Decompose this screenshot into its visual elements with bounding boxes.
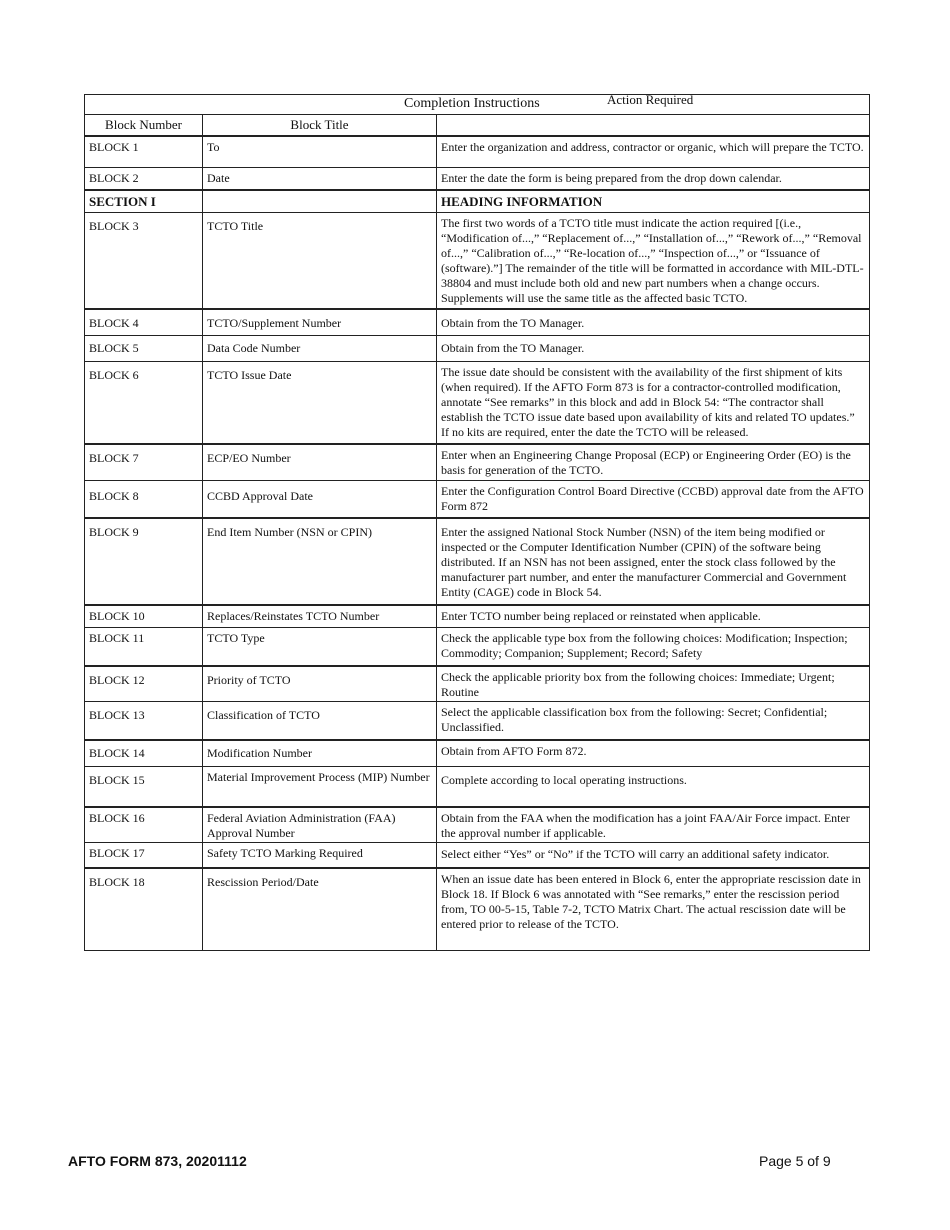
section-row (85, 189, 869, 212)
block-number: BLOCK 3 (85, 213, 203, 308)
table-row (85, 867, 869, 950)
block-title: End Item Number (NSN or CPIN) (203, 519, 437, 604)
table-title: Completion Instructions (404, 96, 540, 111)
block-number: BLOCK 18 (85, 869, 203, 950)
block-instructions: The first two words of a TCTO title must indicate the action required [(i.e., “Modification of...,” “Replacement of...,” “Installation of...,” “Rework of...,” “Removal of...,” “Calibration of...,” “Re-location of...,” “Inspection of...,” or “Issuance of (software).”] The remainder of the title will be formatted in accordance with MIL-DTL-38804 and must include both old and new part numbers when a change occurs. Supplements will use the same title as the affected basic TCTO. (441, 216, 864, 305)
header-row (85, 115, 869, 135)
block-instructions: Obtain from AFTO Form 872. (441, 744, 587, 758)
block-number: BLOCK 6 (85, 362, 203, 443)
block-title: To (203, 137, 437, 167)
block-number: BLOCK 7 (85, 445, 203, 480)
block-instructions: Obtain from the TO Manager. (441, 341, 585, 355)
footer-form-id: AFTO FORM 873, 20201112 (68, 1153, 247, 1169)
table-row (85, 806, 869, 842)
block-title: Federal Aviation Administration (FAA) Approval Number (203, 808, 437, 842)
block-title: CCBD Approval Date (203, 481, 437, 517)
block-instructions: Enter the organization and address, contractor or organic, which will prepare the TCTO. (441, 140, 864, 154)
block-number: BLOCK 15 (85, 767, 203, 806)
block-instructions: Enter the Configuration Control Board Directive (CCBD) approval date from the AFTO Form 872 (441, 484, 864, 513)
footer-page-number: Page 5 of 9 (759, 1153, 831, 1169)
block-title: ECP/EO Number (203, 445, 437, 480)
block-title: Rescission Period/Date (203, 869, 437, 950)
block-number: BLOCK 13 (85, 702, 203, 739)
table-row (85, 665, 869, 701)
block-title: TCTO Issue Date (203, 362, 437, 443)
header-block-title: Block Title (203, 115, 437, 135)
block-number: BLOCK 14 (85, 741, 203, 766)
block-instructions: Enter TCTO number being replaced or reinstated when applicable. (441, 609, 761, 623)
block-title: Material Improvement Process (MIP) Number (203, 767, 437, 806)
table-row (85, 212, 869, 308)
header-instructions (437, 115, 869, 135)
block-number: BLOCK 12 (85, 667, 203, 701)
block-instructions: Enter the assigned National Stock Number (NSN) of the item being modified or inspected or the Computer Identification Number (CPIN) of the software being distributed. If an NSN has not been assigned, enter the stock class followed by the manufacturer part number, and enter the manufacturer Commercial and Government Entity (CAGE) code in Block 54. (441, 525, 847, 599)
block-instructions: Select either “Yes” or “No” if the TCTO will carry an additional safety indicator. (441, 847, 830, 861)
table-row (85, 167, 869, 189)
block-number: BLOCK 2 (85, 168, 203, 189)
block-instructions: Enter when an Engineering Change Proposal (ECP) or Engineering Order (EO) is the basis for generation of the TCTO. (441, 448, 851, 477)
table-row (85, 135, 869, 167)
block-title: Safety TCTO Marking Required (203, 843, 437, 867)
header-block-number: Block Number (85, 115, 203, 135)
table-row (85, 443, 869, 480)
block-number: BLOCK 9 (85, 519, 203, 604)
table-row (85, 604, 869, 627)
block-title: Priority of TCTO (203, 667, 437, 701)
block-title: Classification of TCTO (203, 702, 437, 739)
block-title: Date (203, 168, 437, 189)
table-row (85, 842, 869, 867)
table-row (85, 766, 869, 806)
section-heading: HEADING INFORMATION (441, 194, 603, 209)
block-title: Modification Number (203, 741, 437, 766)
block-title: TCTO Title (203, 213, 437, 308)
table-row (85, 627, 869, 665)
block-title: Replaces/Reinstates TCTO Number (203, 606, 437, 627)
block-number: BLOCK 17 (85, 843, 203, 867)
block-instructions: Enter the date the form is being prepared from the drop down calendar. (441, 171, 782, 185)
table-row (85, 335, 869, 361)
table-title-row (84, 94, 870, 114)
block-instructions: Obtain from the TO Manager. (441, 316, 585, 330)
block-instructions: Check the applicable type box from the following choices: Modification; Inspection; Commodity; Companion; Supplement; Record; Safety (441, 631, 848, 660)
block-title: TCTO Type (203, 628, 437, 665)
block-number: BLOCK 16 (85, 808, 203, 842)
block-number: BLOCK 1 (85, 137, 203, 167)
block-instructions: Complete according to local operating instructions. (441, 773, 687, 787)
table-row (85, 517, 869, 604)
table-row (85, 361, 869, 443)
block-number: BLOCK 5 (85, 336, 203, 361)
section-title (203, 191, 437, 212)
table-row (85, 701, 869, 739)
block-title: Data Code Number (203, 336, 437, 361)
block-instructions: When an issue date has been entered in Block 6, enter the appropriate rescission date in Block 18. If Block 6 was annotated with “See remarks,” enter the rescission period from, TO 00-5-15, Table 7-2, TCTO Matrix Chart. The actual rescission date will be entered prior to release of the TCTO. (441, 872, 861, 931)
completion-instructions-table (84, 94, 870, 951)
block-instructions: Select the applicable classification box from the following: Secret; Confidential; Unclassified. (441, 705, 828, 734)
block-number: BLOCK 10 (85, 606, 203, 627)
table-row (85, 308, 869, 335)
block-instructions: The issue date should be consistent with the availability of the first shipment of kits (when required). If the AFTO Form 873 is for a contractor-controlled modification, annotate “See remarks” in this block and add in Block 54: “The contractor shall establish the TCTO issue date based upon availability of kits and related TO updates.” If no kits are required, enter the date the TCTO will be released. (441, 365, 855, 439)
table-grid (84, 114, 870, 951)
block-instructions: Check the applicable priority box from the following choices: Immediate; Urgent; Routine (441, 670, 835, 699)
block-number: BLOCK 4 (85, 310, 203, 335)
section-label: SECTION I (85, 191, 203, 212)
table-row (85, 480, 869, 517)
table-subtitle: Action Required (607, 92, 694, 107)
table-row (85, 739, 869, 766)
block-instructions: Obtain from the FAA when the modification has a joint FAA/Air Force impact. Enter the approval number if applicable. (441, 811, 850, 840)
block-number: BLOCK 11 (85, 628, 203, 665)
block-number: BLOCK 8 (85, 481, 203, 517)
block-title: TCTO/Supplement Number (203, 310, 437, 335)
